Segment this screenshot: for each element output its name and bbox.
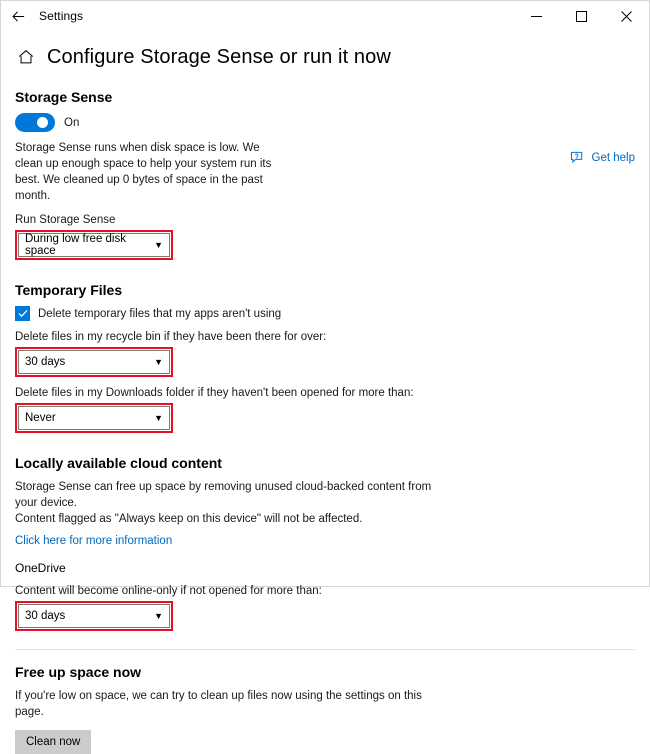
- cloud-content-description-2: Content flagged as "Always keep on this device" will not be affected.: [15, 513, 363, 525]
- chevron-down-icon: ▼: [154, 356, 163, 367]
- toggle-knob: [37, 117, 48, 128]
- cloud-content-description-1: Storage Sense can free up space by removing unused cloud-backed content from your device.: [15, 481, 432, 509]
- settings-content: [1, 89, 649, 754]
- onedrive-value: 30 days: [25, 610, 66, 622]
- window-title: Settings: [39, 9, 84, 23]
- recycle-bin-highlight: [15, 347, 173, 377]
- onedrive-heading: OneDrive: [15, 561, 66, 575]
- run-storage-sense-highlight: [15, 230, 173, 260]
- page-header: [1, 31, 649, 75]
- more-information-link[interactable]: Click here for more information: [15, 535, 173, 547]
- delete-temp-files-label: Delete temporary files that my apps aren't using: [38, 307, 282, 320]
- help-icon: [570, 151, 585, 165]
- recycle-bin-value: 30 days: [25, 356, 66, 368]
- downloads-folder-label: Delete files in my Downloads folder if they haven't been opened for more than:: [15, 387, 414, 399]
- onedrive-highlight: [15, 601, 173, 631]
- storage-sense-toggle-row[interactable]: [15, 113, 635, 132]
- free-up-space-description: If you're low on space, we can try to clean up files now using the settings on this page.: [15, 690, 422, 718]
- recycle-bin-label: Delete files in my recycle bin if they have been there for over:: [15, 331, 327, 343]
- temporary-files-heading: Temporary Files: [15, 282, 123, 298]
- downloads-folder-value: Never: [25, 412, 56, 424]
- run-storage-sense-value: During low free disk space: [25, 233, 126, 257]
- get-help-link-group[interactable]: [570, 151, 635, 165]
- clean-now-button[interactable]: Clean now: [15, 730, 91, 754]
- onedrive-label: Content will become online-only if not opened for more than:: [15, 585, 322, 597]
- home-icon[interactable]: [15, 46, 37, 68]
- delete-temp-files-row[interactable]: [15, 306, 635, 321]
- chevron-down-icon: ▼: [154, 610, 163, 621]
- storage-sense-toggle[interactable]: [15, 113, 55, 132]
- page-title: Configure Storage Sense or run it now: [47, 45, 391, 68]
- downloads-folder-highlight: [15, 403, 173, 433]
- storage-sense-toggle-state: On: [64, 116, 80, 129]
- minimize-button[interactable]: [514, 1, 559, 31]
- cloud-content-heading: Locally available cloud content: [15, 455, 222, 471]
- run-storage-sense-dropdown[interactable]: [18, 233, 170, 257]
- close-button[interactable]: [604, 1, 649, 31]
- storage-sense-description: Storage Sense runs when disk space is low. We clean up enough space to help your system run its best. We cleaned up 0 bytes of space in the past month.: [15, 142, 272, 202]
- section-divider: [15, 649, 635, 650]
- free-up-space-heading: Free up space now: [15, 664, 142, 680]
- storage-sense-heading: Storage Sense: [15, 89, 113, 105]
- back-button[interactable]: [1, 1, 35, 31]
- recycle-bin-dropdown[interactable]: [18, 350, 170, 374]
- run-storage-sense-label: Run Storage Sense: [15, 214, 116, 226]
- chevron-down-icon: ▼: [154, 412, 163, 423]
- delete-temp-files-checkbox[interactable]: [15, 306, 30, 321]
- chevron-down-icon: ▼: [154, 239, 163, 250]
- maximize-button[interactable]: [559, 1, 604, 31]
- title-bar: [1, 1, 649, 31]
- get-help-link[interactable]: Get help: [591, 152, 635, 164]
- onedrive-dropdown[interactable]: [18, 604, 170, 628]
- downloads-folder-dropdown[interactable]: [18, 406, 170, 430]
